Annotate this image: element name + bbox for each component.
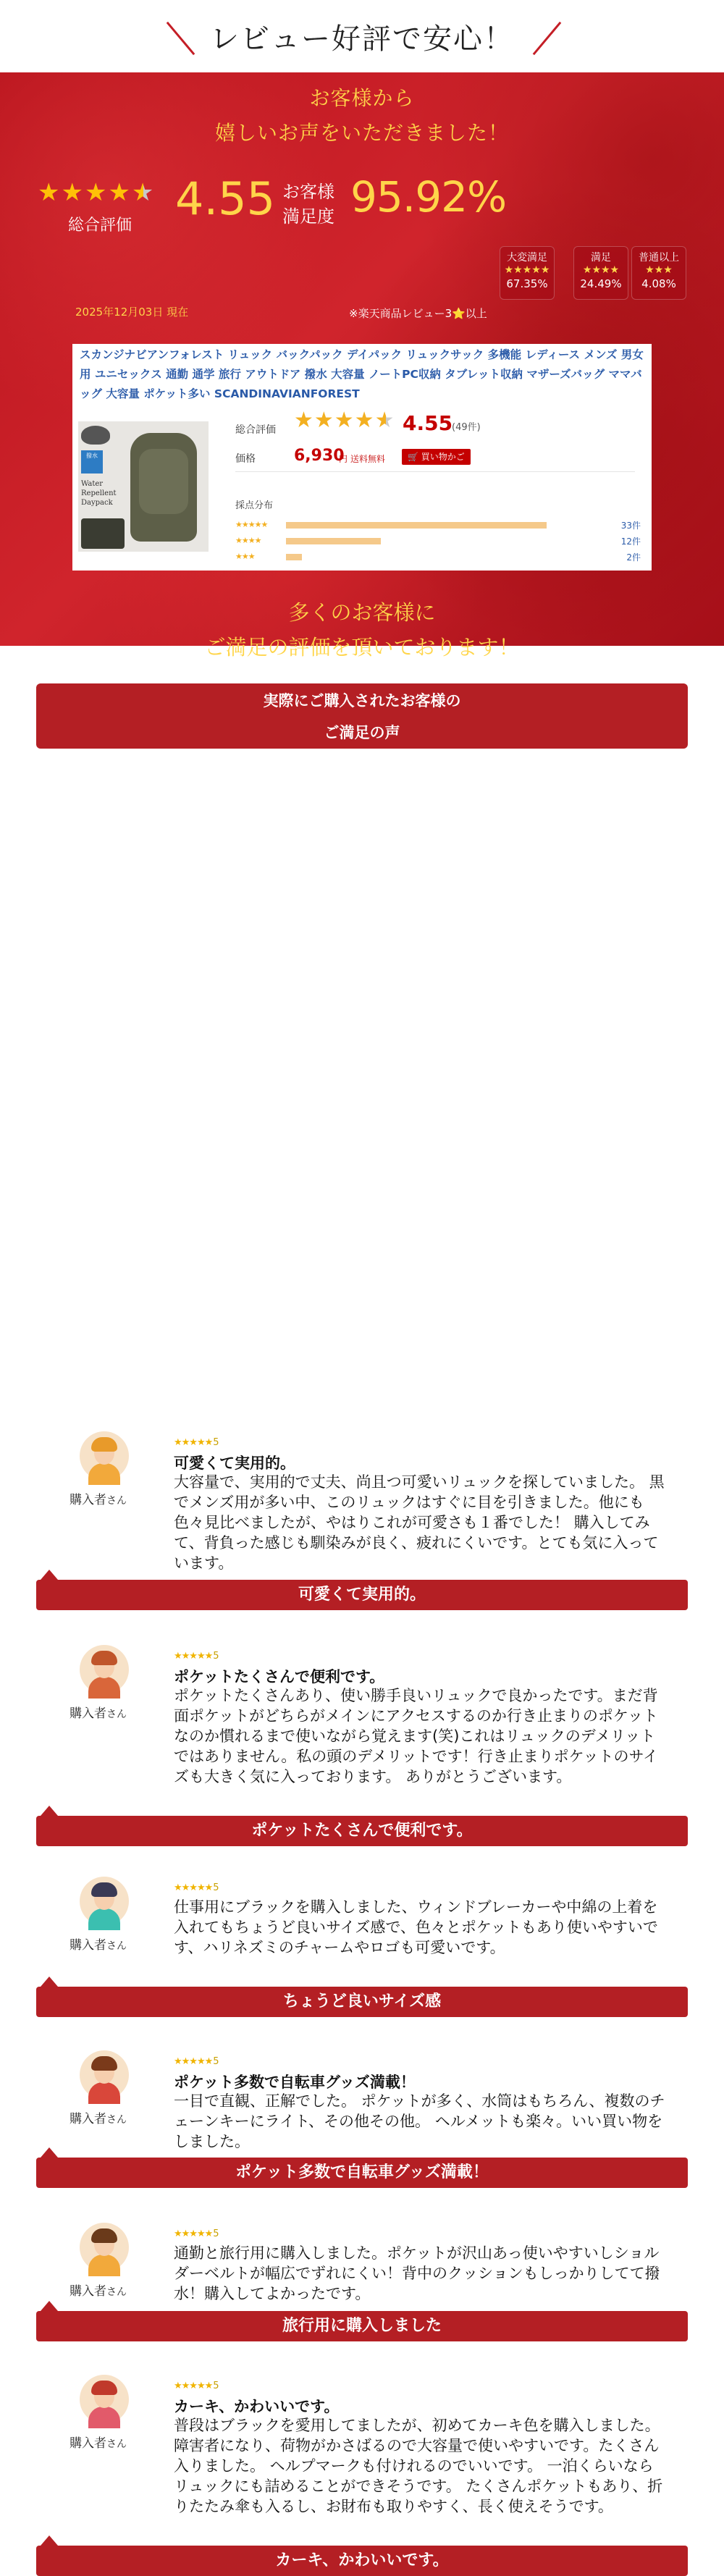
dist-row-fill xyxy=(286,522,547,529)
reviewer-name xyxy=(70,2281,127,2299)
review-summary-bar: 可愛くて実用的。 xyxy=(36,1580,688,1610)
product-title-link[interactable]: スカンジナビアンフォレスト リュック バックパック デイパック リュックサック 多機能 レディース メンズ 男女用 ユニセックス 通勤 通学 旅行 アウトドア 撥水 大容量 ノートPC収納 タブレット収納 マザーズバッグ ママバッグ 大容量 ポケット多い SCANDINAVIANFOREST xyxy=(80,348,644,400)
review-stars xyxy=(174,2228,219,2239)
reviewer-suffix: さん xyxy=(106,1495,127,1507)
ratings-row xyxy=(0,172,724,252)
dist-row-5 xyxy=(235,520,641,530)
satisfaction-label-2: 満足度 xyxy=(282,206,334,227)
voices-header-line-2: ご満足の声 xyxy=(324,724,400,741)
dist-label: 大変満足 xyxy=(507,252,547,264)
dist-row-track xyxy=(286,522,547,529)
add-to-cart-label: 買い物かご xyxy=(421,452,465,462)
reviewer-avatar xyxy=(80,1877,129,1926)
reviewer-avatar xyxy=(80,1645,129,1694)
card-review-count[interactable]: (49件) xyxy=(452,422,481,433)
review-score: 5 xyxy=(213,1651,219,1662)
avatar-hair xyxy=(91,2228,117,2243)
overall-rating-label: 総合評価 xyxy=(68,216,132,235)
avatar-hair xyxy=(91,2056,117,2071)
reviewer-name xyxy=(70,2433,127,2451)
dist-row-fill xyxy=(286,538,381,544)
summary-intro xyxy=(0,81,724,151)
reviewer-name xyxy=(70,2108,127,2126)
dist-stars: ★★★ xyxy=(645,264,673,276)
dist-box-normal xyxy=(631,246,686,300)
review-title: ポケットたくさんで便利です。 xyxy=(174,1668,385,1685)
review-body: 一目で直観、正解でした。 ポケットが多く、水筒はもちろん、複数のチェーンキーにライト、その他その他。 ヘルメットも楽々。いい買い物をしました。 xyxy=(174,2092,665,2150)
dist-stars: ★★★★★ xyxy=(504,264,550,276)
dist-row-track xyxy=(286,538,547,544)
review-star-icons: ★★★★★ xyxy=(174,1882,213,1893)
reviewer-label: 購入者 xyxy=(70,1706,106,1721)
intro-line-2: 嬉しいお声をいただきました！ xyxy=(214,121,509,145)
dist-row-stars: ★★★★★ xyxy=(235,520,268,529)
customer-voices-header xyxy=(36,683,688,749)
review-summary-bar: ポケットたくさんで便利です。 xyxy=(36,1816,688,1846)
review-score: 5 xyxy=(213,1882,219,1893)
intro-line-1: お客様から xyxy=(309,86,415,110)
dist-label: 満足 xyxy=(591,252,611,264)
dist-stars: ★★★★ xyxy=(582,264,620,276)
review-summary-bar: カーキ、かわいいです。 xyxy=(36,2546,688,2576)
review-summary-bar: 旅行用に購入しました xyxy=(36,2311,688,2341)
header-slash-right xyxy=(533,22,562,55)
avatar-body xyxy=(88,2407,120,2428)
reviewer-suffix: さん xyxy=(106,1709,127,1720)
water-repellent-badge: 撥水 xyxy=(81,450,103,473)
reviewer-label: 購入者 xyxy=(70,2112,106,2126)
dist-row-stars: ★★★ xyxy=(235,552,255,561)
avatar-hair xyxy=(91,1437,117,1452)
review-score: 5 xyxy=(213,2228,219,2239)
avatar-body xyxy=(88,2082,120,2104)
reviewer-suffix: さん xyxy=(106,2114,127,2126)
review-star-icons: ★★★★★ xyxy=(174,2228,213,2239)
header-slash-left xyxy=(167,22,195,55)
reviewer-label: 購入者 xyxy=(70,2436,106,2451)
avatar-body xyxy=(88,2255,120,2276)
reviewer-label: 購入者 xyxy=(70,1938,106,1953)
review-score: 5 xyxy=(213,2381,219,2391)
overall-stars: ★★★★★ xyxy=(38,178,156,207)
page-header xyxy=(0,0,724,72)
reviewer-suffix: さん xyxy=(106,1940,127,1952)
avatar-hair xyxy=(91,1882,117,1897)
reviewer-avatar xyxy=(80,2050,129,2100)
review-stars xyxy=(174,1651,219,1662)
avatar-body xyxy=(88,1677,120,1699)
card-stars: ★★★★★ xyxy=(294,408,395,433)
rating-date-note: 2025年12月03日 現在 xyxy=(75,306,189,319)
dist-row-fill xyxy=(286,554,302,560)
avatar-hair xyxy=(91,1651,117,1665)
reviewer-avatar xyxy=(80,2375,129,2424)
reviewer-name xyxy=(70,1489,127,1507)
review-title: カーキ、かわいいです。 xyxy=(174,2398,340,2415)
dist-row-4 xyxy=(235,536,641,546)
reviewer-avatar xyxy=(80,2223,129,2272)
review-stars xyxy=(174,1882,219,1893)
outro-line-2: ご満足の評価を頂いております！ xyxy=(204,635,520,660)
dist-row-count[interactable]: 2件 xyxy=(626,552,641,563)
review-score: 5 xyxy=(213,2056,219,2067)
satisfaction-value: 95.92% xyxy=(350,172,507,222)
review-summary-bar: ポケット多数で自転車グッズ満載！ xyxy=(36,2158,688,2188)
review-title: 可愛くて実用的。 xyxy=(174,1455,295,1472)
dist-row-3 xyxy=(235,552,641,562)
card-separator xyxy=(235,471,635,472)
rating-summary-section xyxy=(0,72,724,660)
page-title: レビュー好評で安心！ xyxy=(210,22,514,56)
review-body: 通勤と旅行用に購入しました。ポケットが沢山あっ使いやすいしショルダーベルトが幅広でずれにくい！背中のクッションもしっかりしてて撥水！購入してよかったです。 xyxy=(174,2244,660,2302)
satisfaction-label xyxy=(282,180,334,229)
review-stars xyxy=(174,2056,219,2067)
review-star-icons: ★★★★★ xyxy=(174,2056,213,2067)
summary-outro xyxy=(0,595,724,665)
review-star-icons: ★★★★★ xyxy=(174,1437,213,1448)
review-score: 5 xyxy=(213,1437,219,1448)
product-image[interactable] xyxy=(78,421,209,552)
avatar-body xyxy=(88,1463,120,1485)
product-image-caption: Water Repellent Daypack xyxy=(81,480,117,507)
review-body: ポケットたくさんあり、使い勝手良いリュックで良かったです。まだ背面ポケットがどちらがメインにアクセスするのか行き止まりのポケットなのか慣れるまで使いながら覚えます(笑)これはリュックのデメリットではありません。私の頭のデメリットです！行き止まりポケットのサイズも大きく気に入っております。 ありがとうございます。 xyxy=(174,1687,659,1785)
avatar-hair xyxy=(91,2381,117,2395)
avatar-body xyxy=(88,1908,120,1930)
dist-label: 普通以上 xyxy=(639,252,679,264)
dist-percent: 67.35% xyxy=(506,277,548,290)
product-card xyxy=(72,344,652,571)
reviewer-avatar xyxy=(80,1431,129,1481)
review-body: 普段はブラックを愛用してましたが、初めてカーキ色を購入しました。 障害者になり、荷物がかさばるので大容量で使いやすいです。たくさん入りました。 ヘルプマークも付けれるのでいいです。 一泊くらいならリュックにも詰めることができそうです。 たくさんポケットもあり、折りたたみ傘も入るし、お財布も取りやすく、長く使えそうです。 xyxy=(174,2417,663,2515)
review-title: ポケット多数で自転車グッズ満載！ xyxy=(174,2074,416,2091)
reviewer-name xyxy=(70,1935,127,1953)
review-summary-bar: ちょうど良いサイズ感 xyxy=(36,1987,688,2017)
dist-row-count[interactable]: 33件 xyxy=(620,521,641,531)
satisfaction-label-1: お客様 xyxy=(282,182,334,202)
card-price-label: 価格 xyxy=(235,453,256,465)
dist-percent: 4.08% xyxy=(641,277,676,290)
card-shipping-note: 円 送料無料 xyxy=(339,454,385,464)
review-body: 大容量で、実用的で丈夫、尚且つ可愛いリュックを探していました。 黒でメンズ用が多い中、このリュックはすぐに目を引きました。他にも色々見比べましたが、やはりこれが可愛さも１番でした！ 購入してみて、背負った感じも馴染みが良く、疲れにくいです。とても気に入っています。 xyxy=(174,1473,665,1572)
color-thumbnails xyxy=(81,518,125,549)
dist-section-label: 採点分布 xyxy=(235,500,274,511)
reviewer-name xyxy=(70,1703,127,1721)
review-stars xyxy=(174,1437,219,1448)
dist-row-count[interactable]: 12件 xyxy=(620,536,641,547)
review-criteria-note: ※楽天商品レビュー3⭐以上 xyxy=(349,307,487,320)
card-rating-value: 4.55 xyxy=(403,411,453,435)
card-rating-label: 総合評価 xyxy=(235,424,276,436)
backpack-pocket-image xyxy=(139,449,188,514)
add-to-cart-button[interactable]: 🛒 買い物かご xyxy=(402,449,471,465)
reviewer-suffix: さん xyxy=(106,2286,127,2298)
review-body: 仕事用にブラックを購入しました、ウィンドブレーカーや中綿の上着を入れてもちょうど良いサイズ感で、色々とポケットもあり使いやすいです、ハリネズミのチャームやロゴも可愛いです。 xyxy=(174,1898,658,1956)
outro-line-1: 多くのお客様に xyxy=(288,600,436,625)
dist-box-very-satisfied xyxy=(500,246,555,300)
dist-percent: 24.49% xyxy=(580,277,622,290)
voices-header-line-1: 実際にご購入されたお客様の xyxy=(263,692,461,710)
review-stars xyxy=(174,2381,219,2391)
dist-row-track xyxy=(286,554,547,560)
reviewer-label: 購入者 xyxy=(70,1493,106,1507)
review-star-icons: ★★★★★ xyxy=(174,2381,213,2391)
overall-rating-value: 4.55 xyxy=(175,172,276,225)
reviewer-label: 購入者 xyxy=(70,2284,106,2299)
dist-row-stars: ★★★★ xyxy=(235,536,261,545)
review-star-icons: ★★★★★ xyxy=(174,1651,213,1662)
dist-box-satisfied xyxy=(573,246,628,300)
reviewer-suffix: さん xyxy=(106,2438,127,2450)
card-price: 6,930 xyxy=(294,447,345,465)
hedgehog-logo-icon xyxy=(81,426,110,445)
